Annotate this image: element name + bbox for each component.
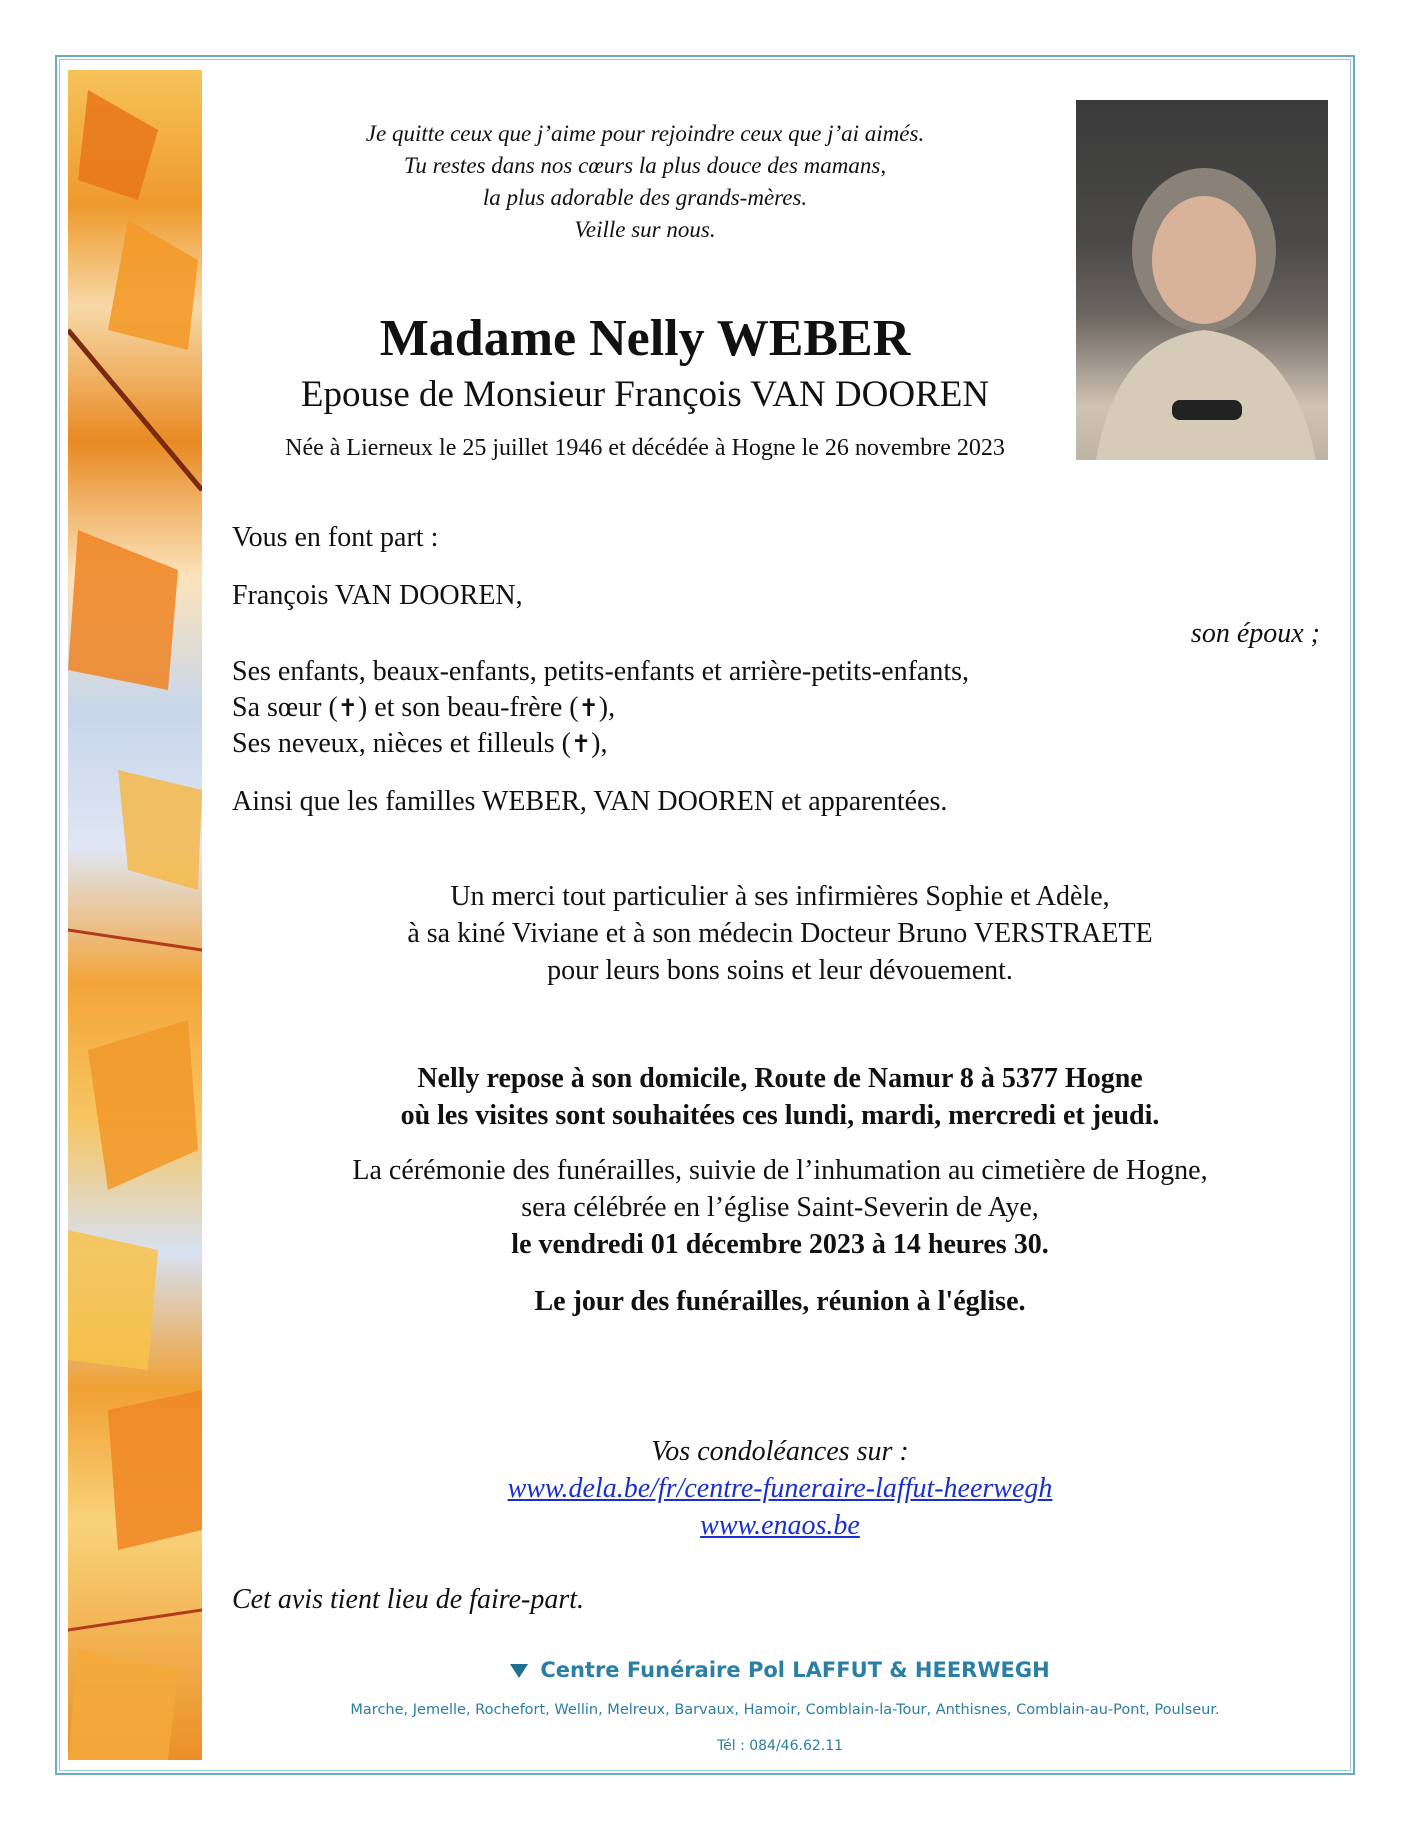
thanks-block — [290, 878, 1270, 989]
quote-line-2: Tu restes dans nos cœurs la plus douce des mamans, — [403, 153, 887, 178]
triangle-down-icon — [510, 1664, 528, 1678]
autumn-leaves-image — [68, 70, 202, 1760]
nephews-line — [232, 726, 607, 762]
cross-icon: ✝ — [578, 694, 599, 722]
ceremony-line-1: La cérémonie des funérailles, suivie de l’inhumation au cimetière de Hogne, — [352, 1155, 1208, 1186]
portrait-photo — [1076, 100, 1328, 460]
spouse-name: François VAN DOOREN, — [232, 580, 523, 611]
condolences-block — [290, 1433, 1270, 1544]
visit-line-1: Nelly repose à son domicile, Route de Namur 8 à 5377 Hogne — [417, 1063, 1143, 1094]
sister-text-3: ), — [598, 692, 616, 723]
funeral-home-label: Centre Funéraire Pol LAFFUT & HEERWEGH — [540, 1658, 1050, 1682]
memorial-quote — [260, 118, 1030, 246]
visit-block — [290, 1060, 1270, 1134]
spouse-role: son époux ; — [1190, 618, 1320, 649]
birth-death-dates: Née à Lierneux le 25 juillet 1946 et décédée à Hogne le 26 novembre 2023 — [285, 435, 1005, 461]
quote-line-4: Veille sur nous. — [574, 217, 716, 242]
families-line: Ainsi que les familles WEBER, VAN DOOREN et apparentées. — [232, 786, 948, 817]
cross-icon: ✝ — [571, 730, 592, 758]
sister-text-1: Sa sœur ( — [232, 692, 338, 723]
ceremony-line-2: sera célébrée en l’église Saint-Severin de Aye, — [521, 1192, 1039, 1223]
meeting-note: Le jour des funérailles, réunion à l'église. — [534, 1286, 1026, 1317]
funeral-home-name — [300, 1658, 1260, 1682]
quote-line-3: la plus adorable des grands-mères. — [482, 185, 808, 210]
funeral-home-towns: Marche, Jemelle, Rochefort, Wellin, Melreux, Barvaux, Hamoir, Comblain-la-Tour, Anthisnes, Comblain-au-Pont, Poulseur. — [350, 1702, 1220, 1718]
children-line: Ses enfants, beaux-enfants, petits-enfants et arrière-petits-enfants, — [232, 656, 970, 687]
cross-icon: ✝ — [337, 694, 358, 722]
nephews-text-2: ), — [591, 728, 608, 759]
condolences-link-dela[interactable]: www.dela.be/fr/centre-funeraire-laffut-heerwegh — [507, 1473, 1053, 1504]
notice-text: Cet avis tient lieu de faire-part. — [232, 1584, 585, 1615]
thanks-line-1: Un merci tout particulier à ses infirmières Sophie et Adèle, — [450, 881, 1110, 912]
deceased-name: Madame Nelly WEBER — [379, 310, 911, 367]
sister-line — [232, 690, 615, 726]
quote-line-1: Je quitte ceux que j’aime pour rejoindre ceux que j’ai aimés. — [365, 121, 925, 146]
funeral-home-phone: Tél : 084/46.62.11 — [716, 1738, 844, 1754]
sister-text-2: ) et son beau-frère ( — [357, 692, 579, 723]
thanks-line-3: pour leurs bons soins et leur dévouement. — [547, 955, 1013, 986]
leaves-drawing — [68, 70, 202, 1760]
portrait-drawing — [1076, 100, 1328, 460]
ceremony-block — [250, 1152, 1310, 1263]
visit-line-2: où les visites sont souhaitées ces lundi, mardi, mercredi et jeudi. — [400, 1100, 1160, 1131]
spouse-line: Epouse de Monsieur François VAN DOOREN — [300, 374, 990, 415]
thanks-line-2: à sa kiné Viviane et à son médecin Docteur Bruno VERSTRAETE — [407, 918, 1153, 949]
ceremony-date: le vendredi 01 décembre 2023 à 14 heures 30. — [511, 1229, 1049, 1260]
condolences-label: Vos condoléances sur : — [651, 1436, 909, 1467]
condolences-link-enaos[interactable]: www.enaos.be — [700, 1510, 860, 1541]
nephews-text-1: Ses neveux, nièces et filleuls ( — [232, 728, 572, 759]
announcement-intro: Vous en font part : — [232, 522, 439, 553]
